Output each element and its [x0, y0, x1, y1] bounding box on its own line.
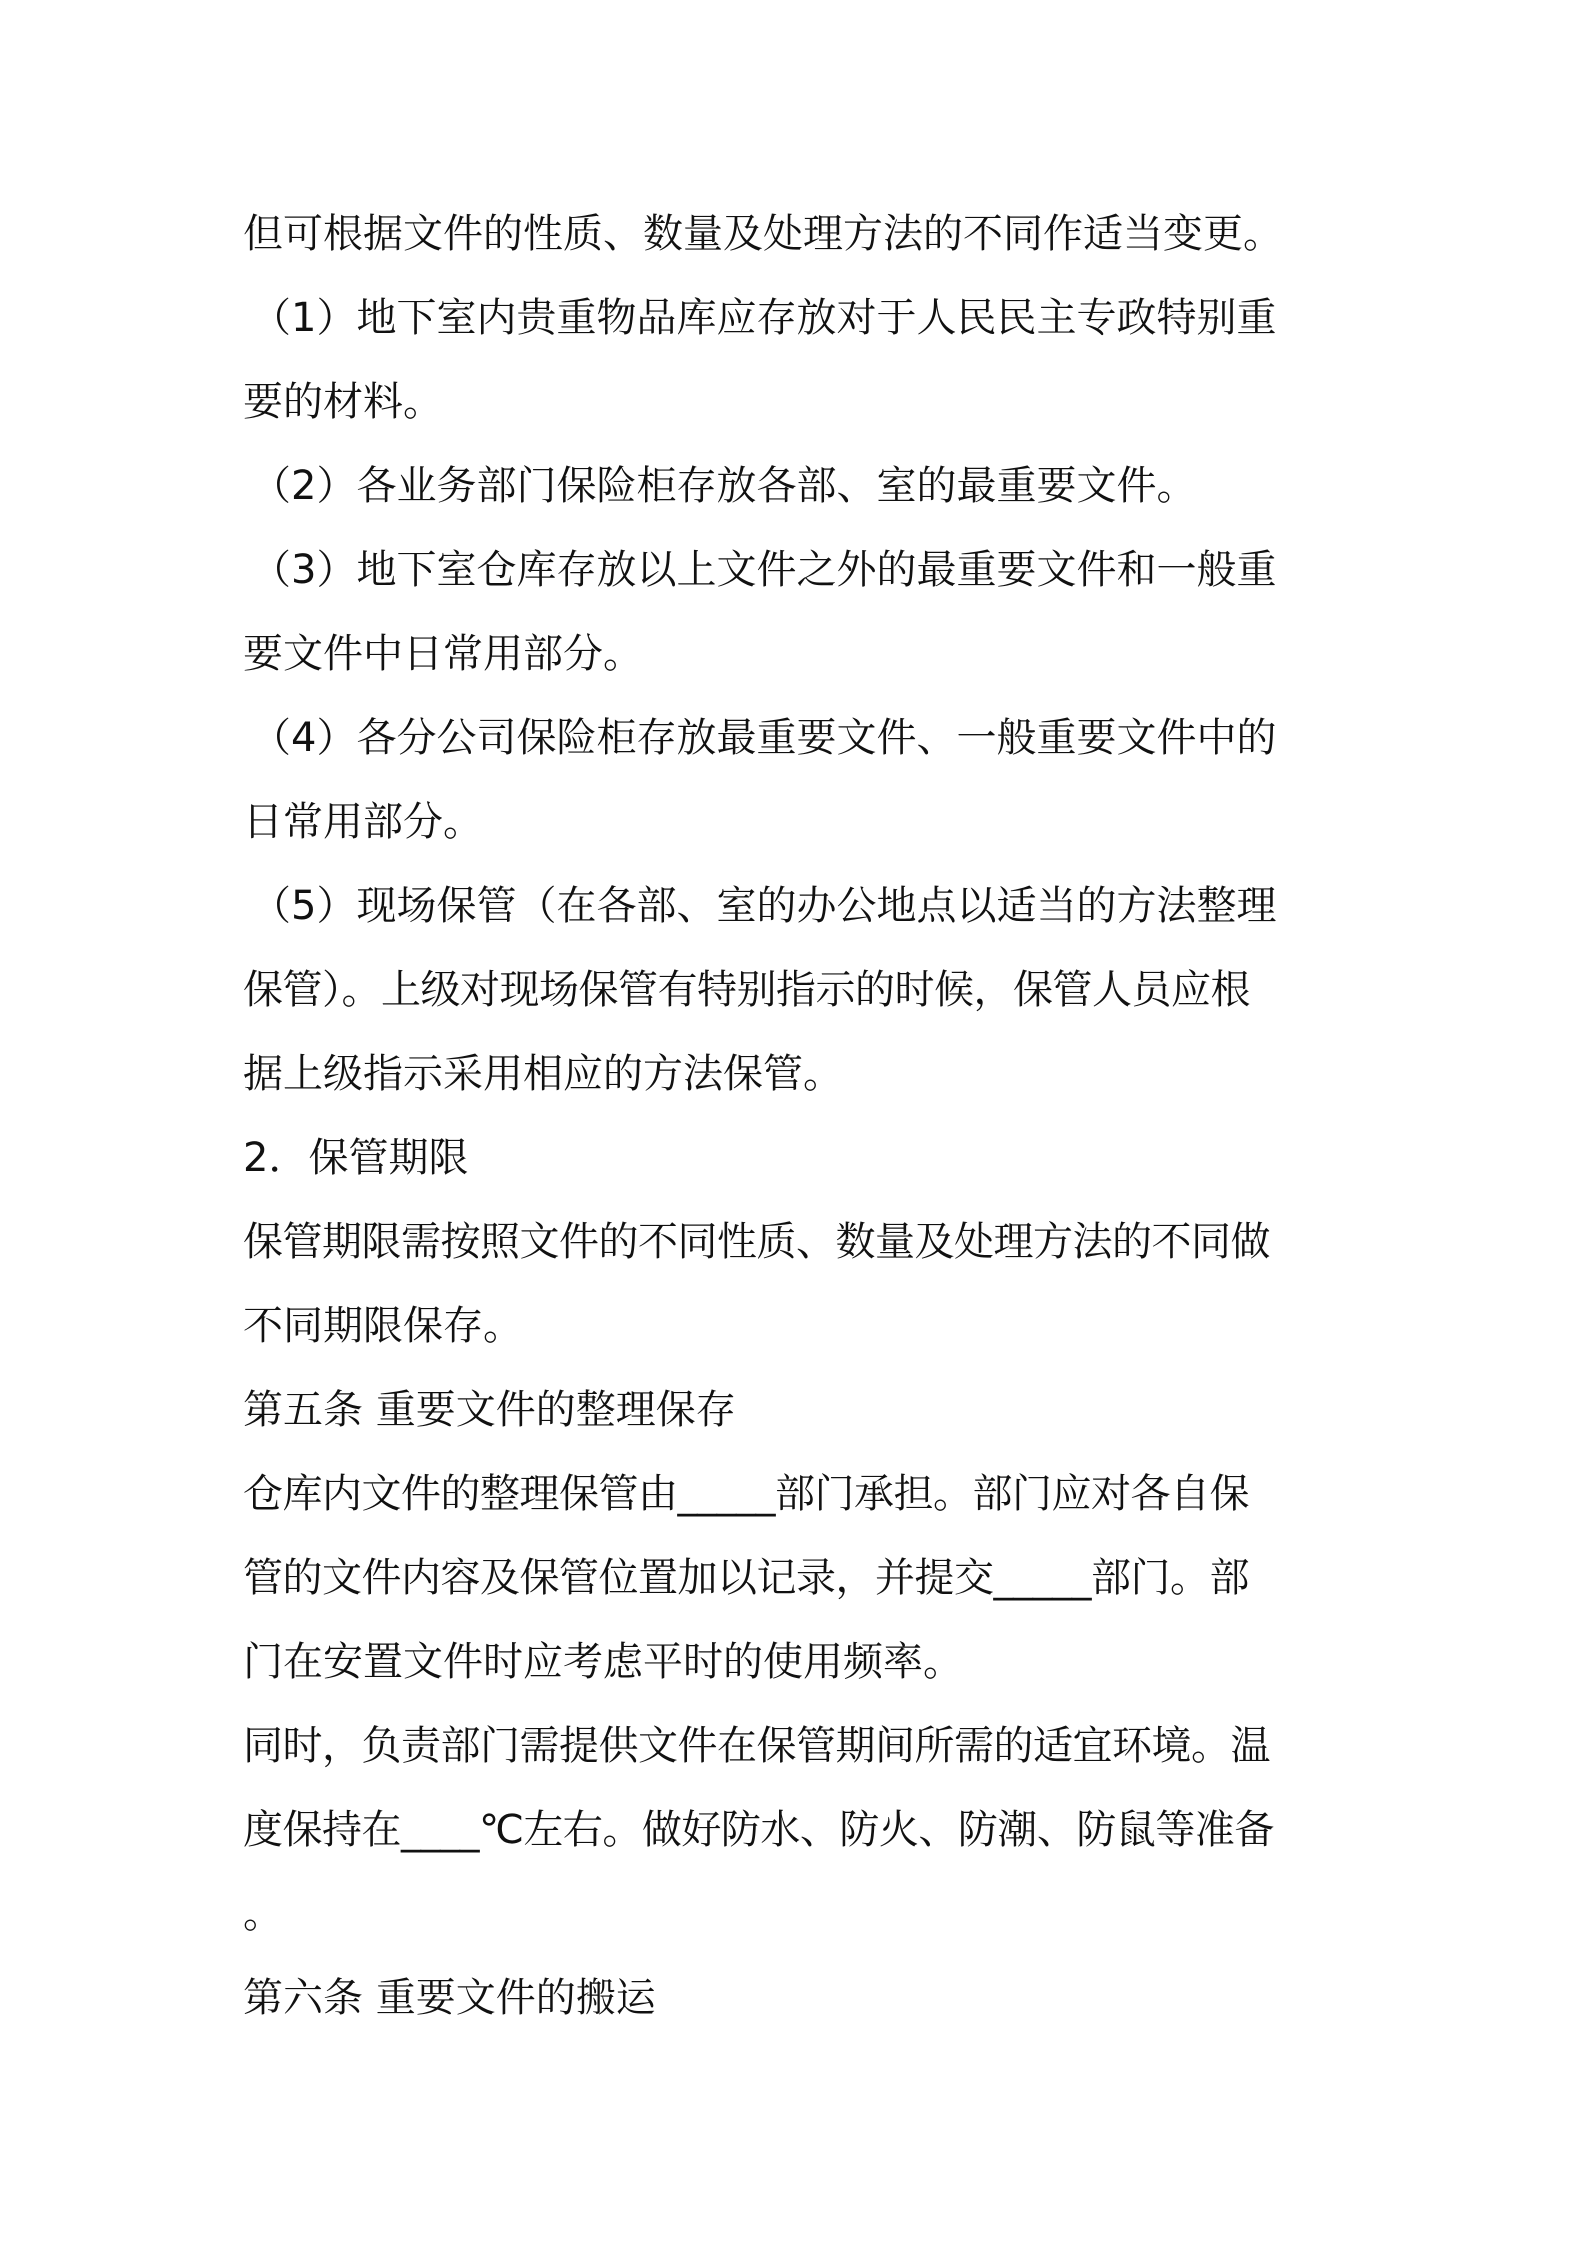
- list-item-1-continued: 要的材料。: [243, 379, 443, 425]
- article-heading-5: 第五条 重要文件的整理保存: [243, 1387, 736, 1433]
- body-text-line: 。: [243, 1891, 283, 1937]
- list-item-5: （5）现场保管（在各部、室的办公地点以适当的方法整理: [251, 883, 1277, 929]
- list-item-5-continued-2: 据上级指示采用相应的方法保管。: [243, 1051, 843, 1097]
- list-item-3-continued: 要文件中日常用部分。: [243, 631, 643, 677]
- body-text-line: 同时，负责部门需提供文件在保管期间所需的适宜环境。温: [243, 1723, 1270, 1769]
- list-item-5-continued: 保管）。上级对现场保管有特别指示的时候，保管人员应根: [243, 967, 1250, 1013]
- body-text-line: 不同期限保存。: [243, 1303, 523, 1349]
- body-text-line: 管的文件内容及保管位置加以记录，并提交_____部门。部: [243, 1555, 1249, 1601]
- body-text-line: 门在安置文件时应考虑平时的使用频率。: [243, 1639, 963, 1685]
- body-text-line: 仓库内文件的整理保管由_____部门承担。部门应对各自保: [243, 1471, 1249, 1517]
- list-item-3: （3）地下室仓库存放以上文件之外的最重要文件和一般重: [251, 547, 1277, 593]
- list-item-4: （4）各分公司保险柜存放最重要文件、一般重要文件中的: [251, 715, 1277, 761]
- article-heading-6: 第六条 重要文件的搬运: [243, 1975, 656, 2021]
- list-item-4-continued: 日常用部分。: [243, 799, 483, 845]
- body-text-line: 保管期限需按照文件的不同性质、数量及处理方法的不同做: [243, 1219, 1270, 1265]
- section-heading-retention: 2．保管期限: [243, 1135, 469, 1181]
- body-text-line: 但可根据文件的性质、数量及处理方法的不同作适当变更。: [243, 211, 1283, 257]
- list-item-1: （1）地下室内贵重物品库应存放对于人民民主专政特别重: [251, 295, 1277, 341]
- list-item-2: （2）各业务部门保险柜存放各部、室的最重要文件。: [251, 463, 1197, 509]
- document-body: [243, 192, 1353, 2040]
- body-text-line: 度保持在____℃左右。做好防水、防火、防潮、防鼠等准备: [243, 1807, 1274, 1853]
